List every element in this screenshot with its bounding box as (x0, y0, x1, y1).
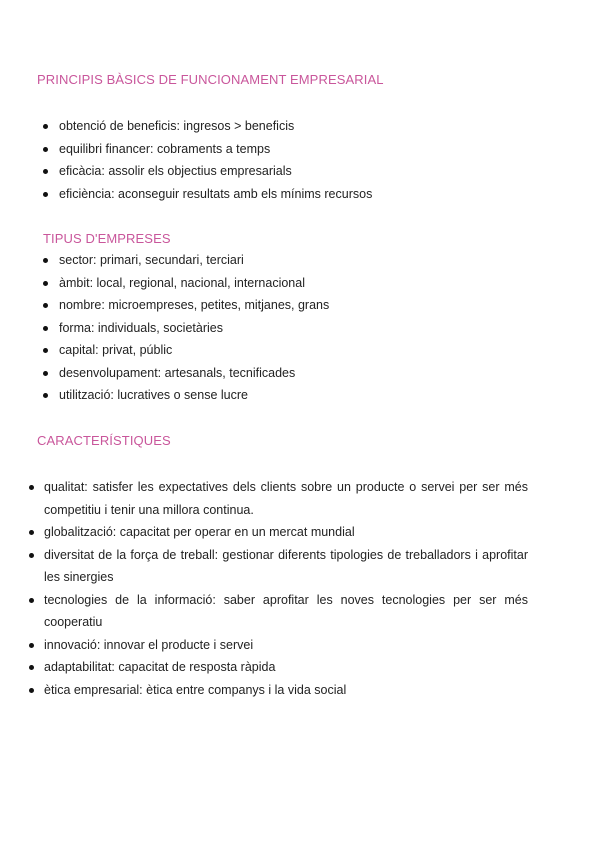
list-item (40, 115, 560, 138)
list-item (40, 160, 560, 183)
bullet-icon (43, 147, 48, 152)
list-item (40, 183, 560, 206)
list-item-text: adaptabilitat: capacitat de resposta ràpida (44, 660, 276, 674)
bullet-icon (43, 348, 48, 353)
bullet-icon (43, 303, 48, 308)
bullet-icon (43, 169, 48, 174)
bullet-icon (29, 665, 34, 670)
list-item (40, 249, 560, 272)
list-item-text: obtenció de beneficis: ingresos > beneficis (59, 119, 295, 133)
bullet-icon (29, 598, 34, 603)
section-heading-caracteristiques: CARACTERÍSTIQUES (37, 433, 171, 448)
list-item-text: equilibri financer: cobraments a temps (59, 141, 271, 156)
tipus-list (40, 249, 560, 407)
principis-list (40, 115, 560, 205)
list-item (28, 589, 528, 634)
bullet-icon (43, 371, 48, 376)
list-item-text: tecnologies de la informació: saber aprofitar les noves tecnologies per ser més cooperatiu (44, 592, 528, 629)
bullet-icon (29, 485, 34, 490)
list-item-text: capital: privat, públic (59, 343, 173, 357)
list-item-text: ètica empresarial: ètica entre companys i la vida social (44, 682, 347, 697)
list-item-text: sector: primari, secundari, terciari (59, 253, 244, 267)
bullet-icon (29, 688, 34, 693)
bullet-icon (43, 258, 48, 263)
list-item-text: innovació: innovar el producte i servei (44, 637, 254, 652)
section-heading-tipus: TIPUS D'EMPRESES (43, 231, 171, 246)
list-item (28, 544, 528, 589)
list-item-text: eficiència: aconseguir resultats amb els mínims recursos (59, 186, 373, 201)
bullet-icon (43, 281, 48, 286)
list-item-text: àmbit: local, regional, nacional, internacional (59, 275, 305, 290)
list-item (28, 679, 528, 702)
list-item (28, 521, 528, 544)
list-item-text: globalització: capacitat per operar en un mercat mundial (44, 525, 355, 539)
list-item (40, 317, 560, 340)
list-item (40, 272, 560, 295)
list-item (40, 294, 560, 317)
list-item (28, 634, 528, 657)
bullet-icon (29, 643, 34, 648)
bullet-icon (43, 326, 48, 331)
bullet-icon (43, 393, 48, 398)
list-item (40, 384, 560, 407)
list-item (28, 656, 528, 679)
list-item-text: eficàcia: assolir els objectius empresarials (59, 164, 292, 178)
list-item-text: utilització: lucratives o sense lucre (59, 388, 248, 402)
list-item (40, 362, 560, 385)
list-item (40, 138, 560, 161)
list-item-text: desenvolupament: artesanals, tecnificades (59, 365, 296, 380)
list-item-text: qualitat: satisfer les expectatives dels clients sobre un producte o servei per ser més competitiu i tenir una millora continua. (44, 480, 528, 517)
list-item-text: forma: individuals, societàries (59, 320, 223, 335)
section-heading-principis: PRINCIPIS BÀSICS DE FUNCIONAMENT EMPRESARIAL (37, 72, 384, 87)
list-item (28, 476, 528, 521)
list-item-text: nombre: microempreses, petites, mitjanes, grans (59, 298, 330, 312)
bullet-icon (29, 553, 34, 558)
caracteristiques-list (28, 476, 528, 701)
bullet-icon (43, 124, 48, 129)
list-item (40, 339, 560, 362)
list-item-text: diversitat de la força de treball: gestionar diferents tipologies de treballadors i aprofitar les sinergies (44, 547, 528, 584)
bullet-icon (43, 192, 48, 197)
bullet-icon (29, 530, 34, 535)
